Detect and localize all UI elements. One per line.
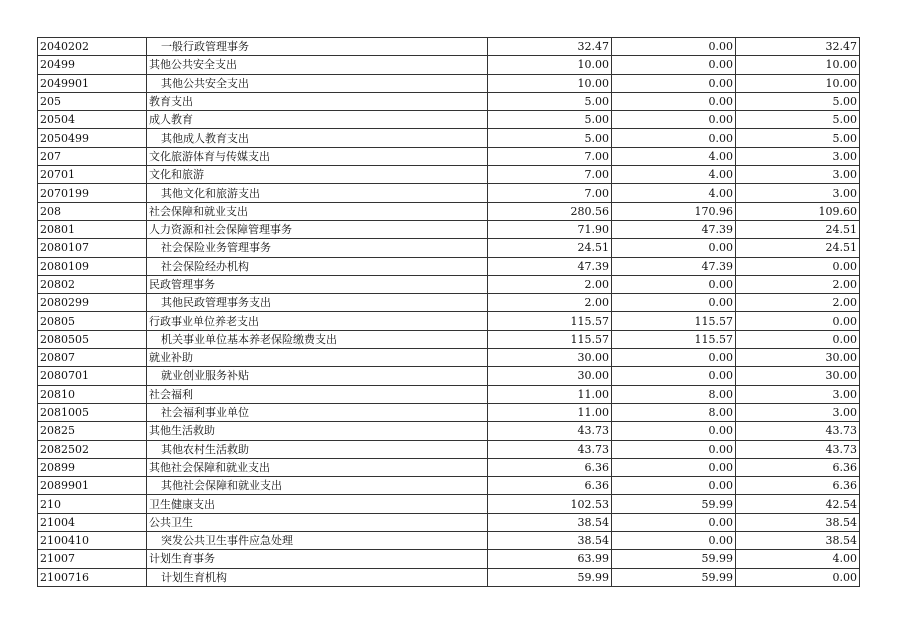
account-name-cell: 其他生活救助 (147, 422, 488, 440)
total-amount-cell: 6.36 (488, 458, 612, 476)
total-amount-cell: 43.73 (488, 422, 612, 440)
project-expenditure-cell: 24.51 (736, 220, 860, 238)
account-code-cell: 20899 (38, 458, 147, 476)
basic-expenditure-cell: 0.00 (612, 477, 736, 495)
basic-expenditure-cell: 4.00 (612, 147, 736, 165)
account-code-cell: 2100410 (38, 532, 147, 550)
account-code-cell: 2080299 (38, 294, 147, 312)
account-code-cell: 207 (38, 147, 147, 165)
basic-expenditure-cell: 115.57 (612, 330, 736, 348)
account-name-cell: 一般行政管理事务 (147, 38, 488, 56)
table-row (38, 330, 860, 348)
total-amount-cell: 115.57 (488, 312, 612, 330)
table-row (38, 38, 860, 56)
table-row (38, 477, 860, 495)
table-row (38, 532, 860, 550)
project-expenditure-cell: 2.00 (736, 275, 860, 293)
project-expenditure-cell: 0.00 (736, 312, 860, 330)
project-expenditure-cell: 109.60 (736, 202, 860, 220)
account-name-cell: 其他公共安全支出 (147, 56, 488, 74)
basic-expenditure-cell: 0.00 (612, 275, 736, 293)
total-amount-cell: 32.47 (488, 38, 612, 56)
basic-expenditure-cell: 0.00 (612, 294, 736, 312)
table-row (38, 568, 860, 586)
account-name-cell: 机关事业单位基本养老保险缴费支出 (147, 330, 488, 348)
account-name-cell: 卫生健康支出 (147, 495, 488, 513)
project-expenditure-cell: 10.00 (736, 74, 860, 92)
table-row (38, 403, 860, 421)
account-name-cell: 社会福利 (147, 385, 488, 403)
total-amount-cell: 59.99 (488, 568, 612, 586)
account-name-cell: 其他农村生活救助 (147, 440, 488, 458)
table-row (38, 129, 860, 147)
account-name-cell: 教育支出 (147, 92, 488, 110)
account-code-cell: 210 (38, 495, 147, 513)
project-expenditure-cell: 3.00 (736, 385, 860, 403)
basic-expenditure-cell: 4.00 (612, 166, 736, 184)
total-amount-cell: 47.39 (488, 257, 612, 275)
total-amount-cell: 63.99 (488, 550, 612, 568)
basic-expenditure-cell: 59.99 (612, 550, 736, 568)
total-amount-cell: 11.00 (488, 385, 612, 403)
basic-expenditure-cell: 8.00 (612, 403, 736, 421)
table-row (38, 166, 860, 184)
table-row (38, 440, 860, 458)
table-row (38, 184, 860, 202)
basic-expenditure-cell: 4.00 (612, 184, 736, 202)
project-expenditure-cell: 38.54 (736, 532, 860, 550)
table-row (38, 239, 860, 257)
basic-expenditure-cell: 0.00 (612, 129, 736, 147)
total-amount-cell: 2.00 (488, 294, 612, 312)
table-row (38, 495, 860, 513)
total-amount-cell: 11.00 (488, 403, 612, 421)
account-code-cell: 2070199 (38, 184, 147, 202)
account-name-cell: 就业创业服务补贴 (147, 367, 488, 385)
basic-expenditure-cell: 0.00 (612, 458, 736, 476)
project-expenditure-cell: 0.00 (736, 568, 860, 586)
table-row (38, 111, 860, 129)
basic-expenditure-cell: 0.00 (612, 440, 736, 458)
basic-expenditure-cell: 0.00 (612, 422, 736, 440)
account-code-cell: 2080701 (38, 367, 147, 385)
total-amount-cell: 2.00 (488, 275, 612, 293)
basic-expenditure-cell: 0.00 (612, 56, 736, 74)
table-row (38, 422, 860, 440)
table-row (38, 202, 860, 220)
account-name-cell: 社会福利事业单位 (147, 403, 488, 421)
project-expenditure-cell: 0.00 (736, 330, 860, 348)
basic-expenditure-cell: 115.57 (612, 312, 736, 330)
account-name-cell: 社会保障和就业支出 (147, 202, 488, 220)
basic-expenditure-cell: 0.00 (612, 513, 736, 531)
project-expenditure-cell: 2.00 (736, 294, 860, 312)
basic-expenditure-cell: 47.39 (612, 257, 736, 275)
project-expenditure-cell: 30.00 (736, 349, 860, 367)
budget-table (37, 37, 860, 587)
account-code-cell: 2082502 (38, 440, 147, 458)
table-row (38, 220, 860, 238)
basic-expenditure-cell: 47.39 (612, 220, 736, 238)
total-amount-cell: 7.00 (488, 184, 612, 202)
account-code-cell: 20701 (38, 166, 147, 184)
account-name-cell: 成人教育 (147, 111, 488, 129)
table-row (38, 458, 860, 476)
project-expenditure-cell: 5.00 (736, 129, 860, 147)
basic-expenditure-cell: 0.00 (612, 111, 736, 129)
project-expenditure-cell: 5.00 (736, 111, 860, 129)
total-amount-cell: 43.73 (488, 440, 612, 458)
project-expenditure-cell: 43.73 (736, 422, 860, 440)
account-name-cell: 就业补助 (147, 349, 488, 367)
total-amount-cell: 5.00 (488, 92, 612, 110)
project-expenditure-cell: 32.47 (736, 38, 860, 56)
total-amount-cell: 24.51 (488, 239, 612, 257)
project-expenditure-cell: 0.00 (736, 257, 860, 275)
account-code-cell: 20504 (38, 111, 147, 129)
project-expenditure-cell: 3.00 (736, 184, 860, 202)
total-amount-cell: 5.00 (488, 111, 612, 129)
basic-expenditure-cell: 59.99 (612, 495, 736, 513)
basic-expenditure-cell: 170.96 (612, 202, 736, 220)
account-code-cell: 2081005 (38, 403, 147, 421)
table-row (38, 275, 860, 293)
budget-table-body (38, 38, 860, 587)
total-amount-cell: 102.53 (488, 495, 612, 513)
account-name-cell: 人力资源和社会保障管理事务 (147, 220, 488, 238)
account-name-cell: 计划生育机构 (147, 568, 488, 586)
account-name-cell: 其他社会保障和就业支出 (147, 477, 488, 495)
account-code-cell: 2100716 (38, 568, 147, 586)
account-code-cell: 20802 (38, 275, 147, 293)
account-code-cell: 2049901 (38, 74, 147, 92)
account-code-cell: 20801 (38, 220, 147, 238)
table-row (38, 74, 860, 92)
account-code-cell: 2080107 (38, 239, 147, 257)
project-expenditure-cell: 6.36 (736, 477, 860, 495)
account-code-cell: 20807 (38, 349, 147, 367)
account-code-cell: 2050499 (38, 129, 147, 147)
account-name-cell: 其他民政管理事务支出 (147, 294, 488, 312)
account-code-cell: 208 (38, 202, 147, 220)
project-expenditure-cell: 3.00 (736, 147, 860, 165)
account-name-cell: 其他文化和旅游支出 (147, 184, 488, 202)
project-expenditure-cell: 3.00 (736, 403, 860, 421)
account-code-cell: 21004 (38, 513, 147, 531)
basic-expenditure-cell: 0.00 (612, 239, 736, 257)
project-expenditure-cell: 6.36 (736, 458, 860, 476)
table-row (38, 385, 860, 403)
account-name-cell: 文化和旅游 (147, 166, 488, 184)
account-code-cell: 2040202 (38, 38, 147, 56)
total-amount-cell: 6.36 (488, 477, 612, 495)
total-amount-cell: 5.00 (488, 129, 612, 147)
account-code-cell: 20810 (38, 385, 147, 403)
account-code-cell: 21007 (38, 550, 147, 568)
account-name-cell: 民政管理事务 (147, 275, 488, 293)
total-amount-cell: 38.54 (488, 532, 612, 550)
account-code-cell: 20499 (38, 56, 147, 74)
table-row (38, 56, 860, 74)
account-name-cell: 社会保险业务管理事务 (147, 239, 488, 257)
project-expenditure-cell: 4.00 (736, 550, 860, 568)
table-row (38, 147, 860, 165)
account-name-cell: 社会保险经办机构 (147, 257, 488, 275)
table-row (38, 294, 860, 312)
basic-expenditure-cell: 0.00 (612, 367, 736, 385)
table-row (38, 257, 860, 275)
account-name-cell: 公共卫生 (147, 513, 488, 531)
basic-expenditure-cell: 0.00 (612, 74, 736, 92)
total-amount-cell: 30.00 (488, 349, 612, 367)
total-amount-cell: 7.00 (488, 147, 612, 165)
project-expenditure-cell: 38.54 (736, 513, 860, 531)
project-expenditure-cell: 30.00 (736, 367, 860, 385)
account-code-cell: 2089901 (38, 477, 147, 495)
account-code-cell: 205 (38, 92, 147, 110)
total-amount-cell: 30.00 (488, 367, 612, 385)
basic-expenditure-cell: 8.00 (612, 385, 736, 403)
account-name-cell: 其他社会保障和就业支出 (147, 458, 488, 476)
total-amount-cell: 71.90 (488, 220, 612, 238)
account-code-cell: 20805 (38, 312, 147, 330)
project-expenditure-cell: 10.00 (736, 56, 860, 74)
table-row (38, 92, 860, 110)
project-expenditure-cell: 43.73 (736, 440, 860, 458)
project-expenditure-cell: 3.00 (736, 166, 860, 184)
total-amount-cell: 10.00 (488, 56, 612, 74)
table-row (38, 513, 860, 531)
total-amount-cell: 10.00 (488, 74, 612, 92)
account-code-cell: 2080109 (38, 257, 147, 275)
account-name-cell: 计划生育事务 (147, 550, 488, 568)
basic-expenditure-cell: 0.00 (612, 38, 736, 56)
basic-expenditure-cell: 0.00 (612, 92, 736, 110)
account-code-cell: 2080505 (38, 330, 147, 348)
table-row (38, 550, 860, 568)
basic-expenditure-cell: 0.00 (612, 349, 736, 367)
total-amount-cell: 115.57 (488, 330, 612, 348)
table-row (38, 349, 860, 367)
total-amount-cell: 38.54 (488, 513, 612, 531)
total-amount-cell: 7.00 (488, 166, 612, 184)
account-name-cell: 行政事业单位养老支出 (147, 312, 488, 330)
total-amount-cell: 280.56 (488, 202, 612, 220)
project-expenditure-cell: 24.51 (736, 239, 860, 257)
account-name-cell: 突发公共卫生事件应急处理 (147, 532, 488, 550)
basic-expenditure-cell: 59.99 (612, 568, 736, 586)
basic-expenditure-cell: 0.00 (612, 532, 736, 550)
account-name-cell: 其他公共安全支出 (147, 74, 488, 92)
account-name-cell: 文化旅游体育与传媒支出 (147, 147, 488, 165)
table-row (38, 367, 860, 385)
table-row (38, 312, 860, 330)
project-expenditure-cell: 5.00 (736, 92, 860, 110)
project-expenditure-cell: 42.54 (736, 495, 860, 513)
account-code-cell: 20825 (38, 422, 147, 440)
account-name-cell: 其他成人教育支出 (147, 129, 488, 147)
